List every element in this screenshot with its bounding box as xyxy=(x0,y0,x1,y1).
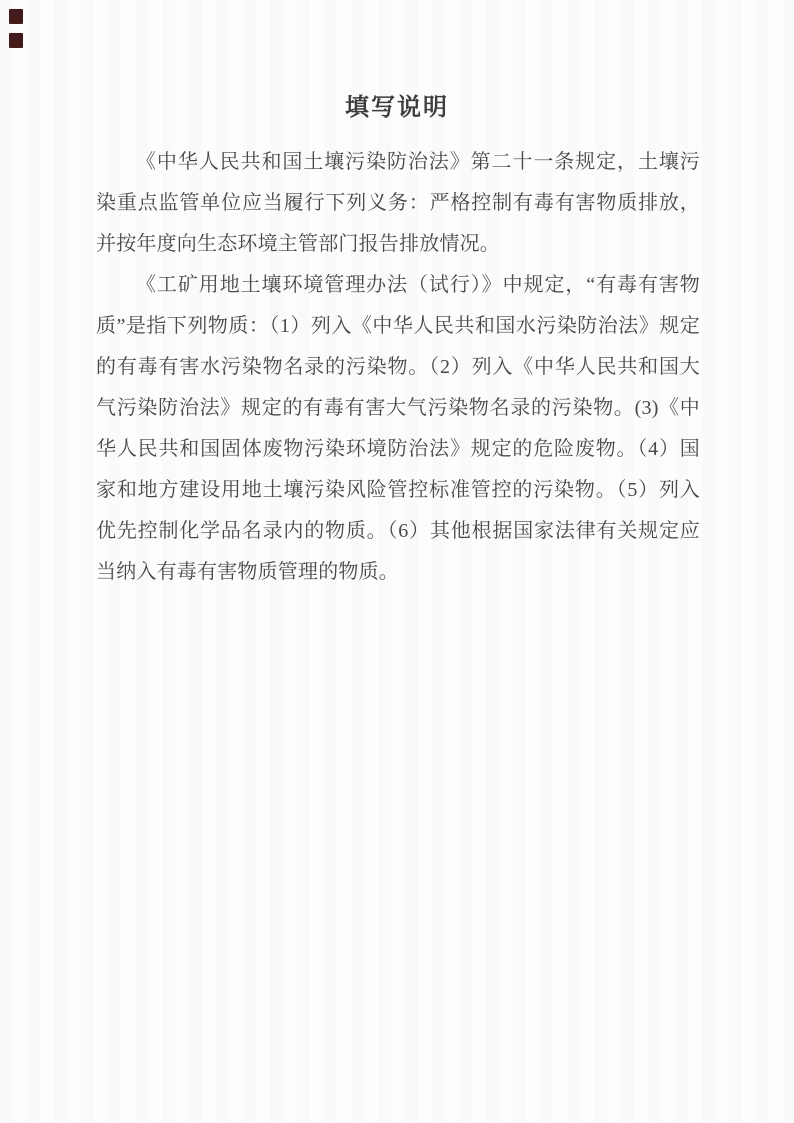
scan-corner-mark-bottom xyxy=(9,33,23,48)
scan-speck xyxy=(99,362,102,365)
scan-corner-mark-top xyxy=(9,9,23,24)
paragraph-2: 《工矿用地土壤环境管理办法（试行）》中规定，“有毒有害物质”是指下列物质：（1）列入《中华人民共和国水污染防治法》规定的有毒有害水污染物名录的污染物。（2）列入《中华人民共和国大气污染防治法》规定的有毒有害大气污染物名录的污染物。(3)《中华人民共和国固体废物污染环境防治法》规定的危险废物。（4）国家和地方建设用地土壤污染风险管控标准管控的污染物。（5）列入优先控制化学品名录内的物质。（6）其他根据国家法律有关规定应当纳入有毒有害物质管理的物质。 xyxy=(96,274,700,583)
page-title: 填写说明 xyxy=(345,94,449,121)
document-body xyxy=(96,142,700,593)
paragraph-1: 《中华人民共和国土壤污染防治法》第二十一条规定，土壤污染重点监管单位应当履行下列义务：严格控制有毒有害物质排放，并按年度向生态环境主管部门报告排放情况。 xyxy=(96,151,700,255)
